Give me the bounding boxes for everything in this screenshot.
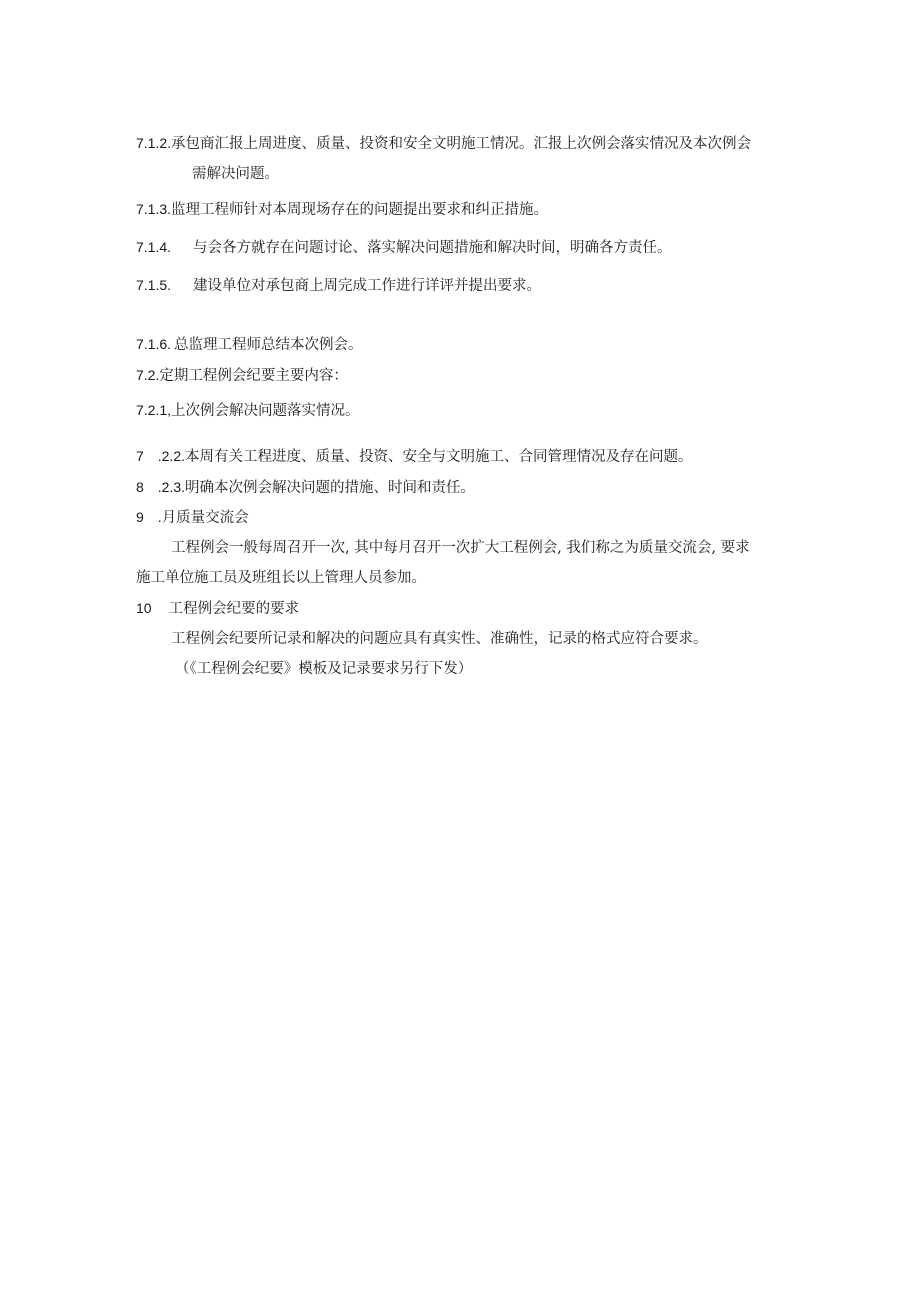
- item-7-1-4: [136, 238, 672, 257]
- item-text: 监理工程师针对本周现场存在的问题提出要求和纠正措施。: [171, 202, 549, 218]
- item-number: 7.1.4.: [136, 239, 172, 255]
- item-number: 7.1.2.: [136, 135, 172, 151]
- paragraph-minutes-requirement: [171, 630, 708, 648]
- item-number: 7.1.3.: [136, 201, 172, 217]
- item-number: 9: [136, 509, 144, 525]
- paragraph-text: （《工程例会纪要》模板及记录要求另行下发）: [175, 661, 473, 677]
- paragraph-text: 工程例会纪要所记录和解决的问题应具有真实性、准确性，记录的格式应符合要求。: [171, 631, 708, 647]
- item-text: 工程例会纪要的要求: [168, 601, 300, 617]
- item-7-1-2: [136, 134, 751, 153]
- item-number: 8: [136, 479, 144, 495]
- item-text: 定期工程例会纪要主要内容：: [159, 368, 348, 384]
- item-subnumber: .2.2.: [157, 448, 186, 464]
- item-number: 7.1.5.: [136, 277, 172, 293]
- item-text: 与会各方就存在问题讨论、落实解决问题措施和解决时间，明确各方责任。: [193, 240, 672, 256]
- item-7-1-6: [136, 335, 363, 354]
- item-text: 本周有关工程进度、质量、投资、安全与文明施工、合同管理情况及存在问题。: [185, 449, 693, 465]
- item-7-2-3: [136, 478, 475, 497]
- item-text: 总监理工程师总结本次例会。: [174, 337, 363, 353]
- item-subnumber: .: [157, 509, 162, 525]
- paragraph-template-note: [175, 660, 472, 678]
- item-text: 月质量交流会: [161, 510, 249, 526]
- item-subnumber: .2.3.: [157, 479, 186, 495]
- paragraph-text: 施工单位施工员及班组长以上管理人员参加。: [136, 570, 426, 586]
- item-number: 7.2.: [136, 367, 160, 383]
- paragraph-quality-meeting-line2: [136, 569, 426, 587]
- item-9-heading: [136, 508, 249, 527]
- item-number: 7.1.6.: [136, 336, 172, 352]
- item-10-heading: [136, 599, 299, 618]
- item-7-1-2-continued: [192, 165, 279, 183]
- paragraph-text: 工程例会一般每周召开一次, 其中每月召开一次扩大工程例会, 我们称之为质量交流会, 要求: [171, 540, 750, 556]
- item-number: 7: [136, 448, 144, 464]
- paragraph-quality-meeting-line1: [171, 539, 750, 557]
- item-text: 上次例会解决问题落实情况。: [171, 403, 360, 419]
- item-7-2: [136, 366, 348, 385]
- item-number: 10: [136, 600, 152, 616]
- item-text: 需解决问题。: [192, 166, 279, 182]
- item-7-2-1: [136, 401, 360, 420]
- item-7-1-3: [136, 200, 548, 219]
- item-7-2-2: [136, 447, 693, 466]
- item-text: 建设单位对承包商上周完成工作进行详评并提出要求。: [193, 278, 542, 294]
- item-text: 明确本次例会解决问题的措施、时间和责任。: [185, 480, 476, 496]
- item-text: 承包商汇报上周进度、质量、投资和安全文明施工情况。汇报上次例会落实情况及本次例会: [171, 136, 752, 152]
- item-number: 7.2.1,: [136, 402, 172, 418]
- item-7-1-5: [136, 276, 541, 295]
